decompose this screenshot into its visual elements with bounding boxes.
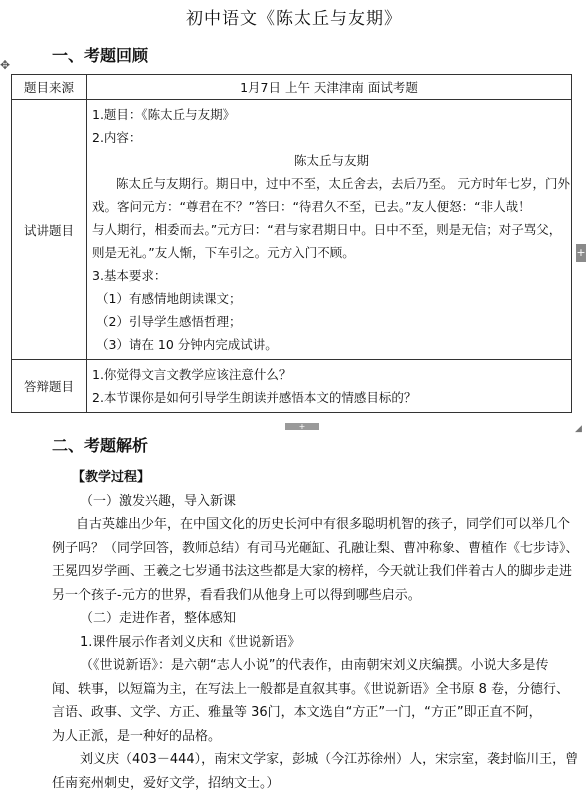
- paragraph-line: 言语、政事、文学、方正、雅量等 36门，本文选自“方正”一门，“方正”即正直不阿，: [52, 705, 542, 720]
- paragraph-line: 例子吗？（同学回答，教师总结）有司马光砸缸、孔融让梨、曹冲称象、曹植作《七步诗》、: [52, 540, 579, 556]
- paragraph-line: （《世说新语》：是六朝“志人小说”的代表作，由南朝宋刘义庆编撰。小说大多是传: [80, 658, 549, 673]
- requirement-item: （2）引导学生感悟哲理；: [96, 314, 242, 329]
- step-heading: （一）激发兴趣，导入新课: [80, 493, 237, 509]
- requirement-item: （3）请在 10 分钟内完成试讲。: [96, 337, 278, 352]
- lecture-topic: 1.题目：《陈太丘与友期》: [92, 107, 236, 122]
- lecture-content: [87, 100, 572, 360]
- table-row: [12, 75, 572, 100]
- process-heading: 【教学过程】: [72, 470, 151, 485]
- paragraph-line: 闻、轶事，以短篇为主，在写法上一般都是直叙其事。《世说新语》全书原 8 卷，分德行、: [52, 681, 570, 697]
- paragraph-line: 另一个孩子-元方的世界，看看我们从他身上可以得到哪些启示。: [52, 587, 421, 603]
- exam-table: [11, 74, 572, 413]
- lecture-label: 试讲题目: [12, 100, 87, 360]
- lecture-content-heading: 2.内容：: [92, 130, 142, 145]
- passage-line: 与人期行，相委而去。”元方曰：“君与家君期日中。日中不至，则是无信；对子骂父，: [92, 222, 562, 237]
- requirement-item: （1）有感情地朗读课文；: [96, 291, 242, 306]
- paragraph-line: 刘义庆（403－444），南宋文学家，彭城（今江苏徐州）人，宋宗室，袭封临川王，曾: [80, 752, 579, 767]
- passage-line: 陈太丘与友期行。期日中，过中不至，太丘舍去，去后乃至。 元方时年七岁，门外: [116, 176, 570, 191]
- passage-line: 则是无礼。”友人惭，下车引之。元方入门不顾。: [92, 245, 355, 260]
- passage-title: 陈太丘与友期: [293, 153, 369, 168]
- defense-question: 2.本节课你是如何引导学生朗读并感悟本文的情感目标的？: [92, 390, 417, 405]
- plus-icon[interactable]: +: [285, 423, 319, 430]
- table-row: [12, 360, 572, 413]
- source-value: 1月7日 上午 天津津南 面试考题: [87, 75, 572, 100]
- analysis-body: [52, 466, 580, 795]
- paragraph-line: 自古英雄出少年，在中国文化的历史长河中有很多聪明机智的孩子，同学们可以举几个: [76, 517, 571, 532]
- defense-label: 答辩题目: [12, 360, 87, 413]
- resize-corner-icon[interactable]: ◢: [575, 424, 582, 434]
- document-title: 初中语文《陈太丘与友期》: [186, 9, 402, 29]
- defense-content: [87, 360, 572, 413]
- step-heading: （二）走进作者，整体感知: [80, 611, 237, 626]
- table-insert-bar: [11, 423, 572, 430]
- section-heading-review: 一、考题回顾: [52, 46, 149, 65]
- table-row: [12, 100, 572, 360]
- defense-question: 1.你觉得文言文教学应该注意什么？: [92, 367, 292, 382]
- source-label: 题目来源: [12, 75, 87, 100]
- passage-line: 戏。客问元方：“尊君在不？”答曰：“待君久不至，已去。”友人便怒：“非人哉！: [92, 199, 531, 214]
- move-handle-icon[interactable]: ✥: [0, 58, 11, 72]
- list-item: 1.课件展示作者刘义庆和《世说新语》: [80, 634, 301, 650]
- paragraph-line: 王冕四岁学画、王羲之七岁通书法这些都是大家的榜样，今天就让我们伴着古人的脚步走进: [52, 564, 573, 579]
- requirements-heading: 3.基本要求：: [92, 268, 167, 283]
- section-heading-analysis: 二、考题解析: [52, 436, 149, 455]
- plus-icon[interactable]: +: [576, 244, 586, 262]
- paragraph-line: 任南兖州刺史，爱好文学，招纳文士。）: [52, 775, 280, 791]
- paragraph-line: 为人正派，是一种好的品格。: [52, 728, 222, 744]
